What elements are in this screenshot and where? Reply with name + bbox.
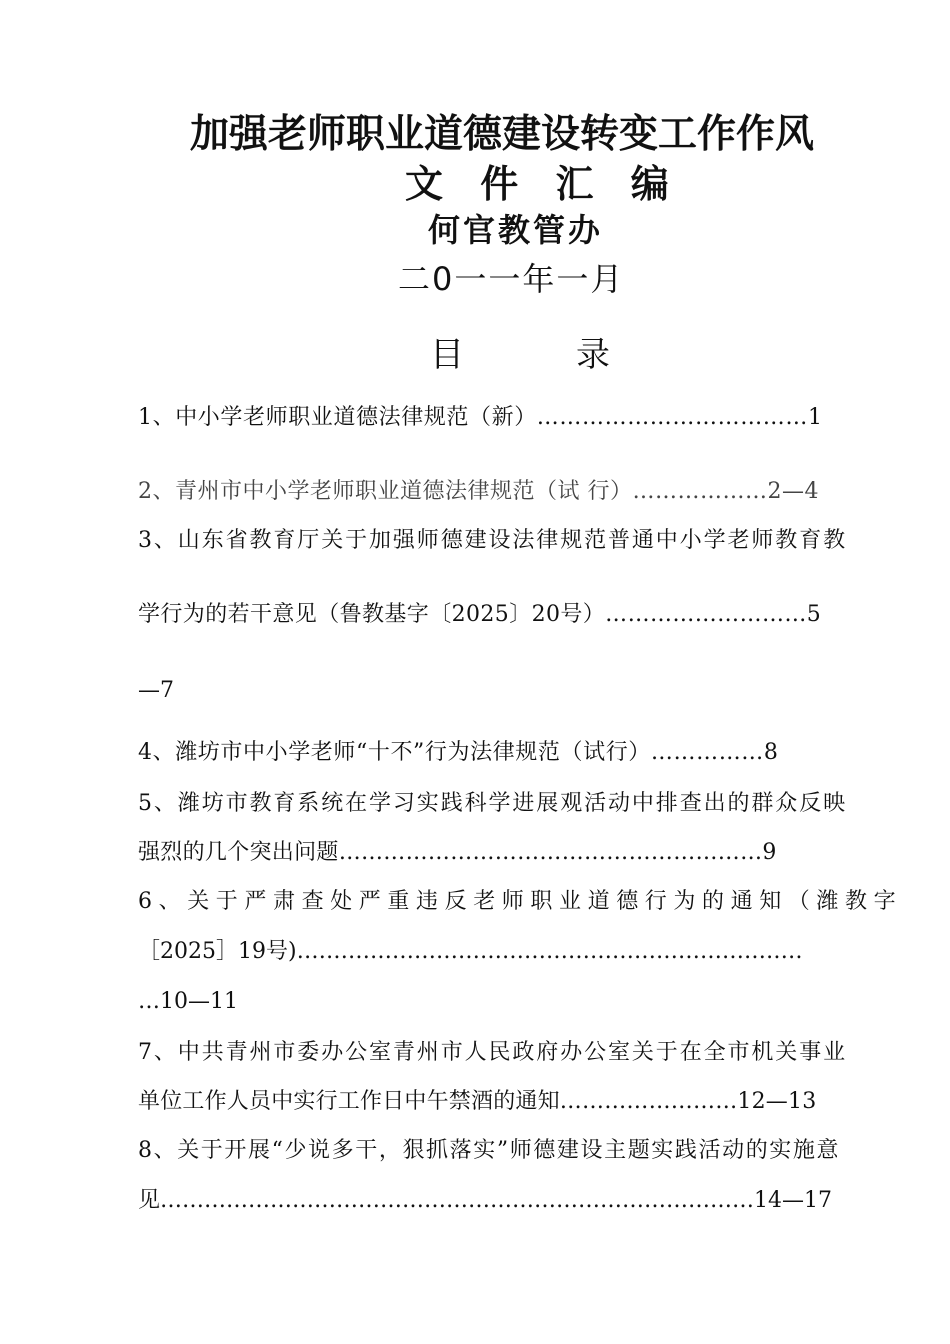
toc-heading	[430, 327, 610, 376]
toc-line: 单位工作人员中实行工作日中午禁酒的通知……………………12—13	[138, 1089, 817, 1114]
toc-line: 2、青州市中小学老师职业道德法律规范（试 行）………………2—4	[138, 479, 819, 504]
toc-line: 4、潍坊市中小学老师“十不”行为法律规范（试行）……………8	[138, 740, 779, 765]
toc-line: 见………………………………………………………………………14—17	[138, 1188, 832, 1213]
toc-line: —7	[138, 678, 174, 703]
toc-line: 3、山东省教育厅关于加强师德建设法律规范普通中小学老师教育教	[138, 528, 847, 553]
toc-line: 7、中共青州市委办公室青州市人民政府办公室关于在全市机关事业	[138, 1040, 847, 1065]
toc-line: ［2025］19号)……………………………………………………………	[138, 939, 803, 964]
issuing-organization: 何官教管办	[428, 211, 604, 249]
document-title: 加强老师职业道德建设转变工作作风	[190, 112, 815, 157]
issue-date: 二0一一年一月	[398, 260, 625, 298]
toc-line: …10—11	[138, 989, 238, 1014]
toc-line: 8、关于开展“少说多干，狠抓落实”师德建设主题实践活动的实施意	[138, 1138, 841, 1163]
toc-line: 1、中小学老师职业道德法律规范（新）………………………………1	[138, 405, 823, 430]
toc-heading-left: 目	[430, 335, 464, 375]
toc-line: 学行为的若干意见（鲁教基字〔2025〕20号）………………………5	[138, 602, 822, 627]
toc-line: 强烈的几个突出问题…………………………………………………9	[138, 840, 777, 865]
toc-heading-right: 录	[576, 335, 610, 375]
toc-line: 5、潍坊市教育系统在学习实践科学进展观活动中排查出的群众反映	[138, 791, 847, 816]
document-subtitle: 文 件 汇 编	[405, 162, 681, 206]
toc-line: 6、关于严肃查处严重违反老师职业道德行为的通知（潍教字	[138, 889, 903, 914]
